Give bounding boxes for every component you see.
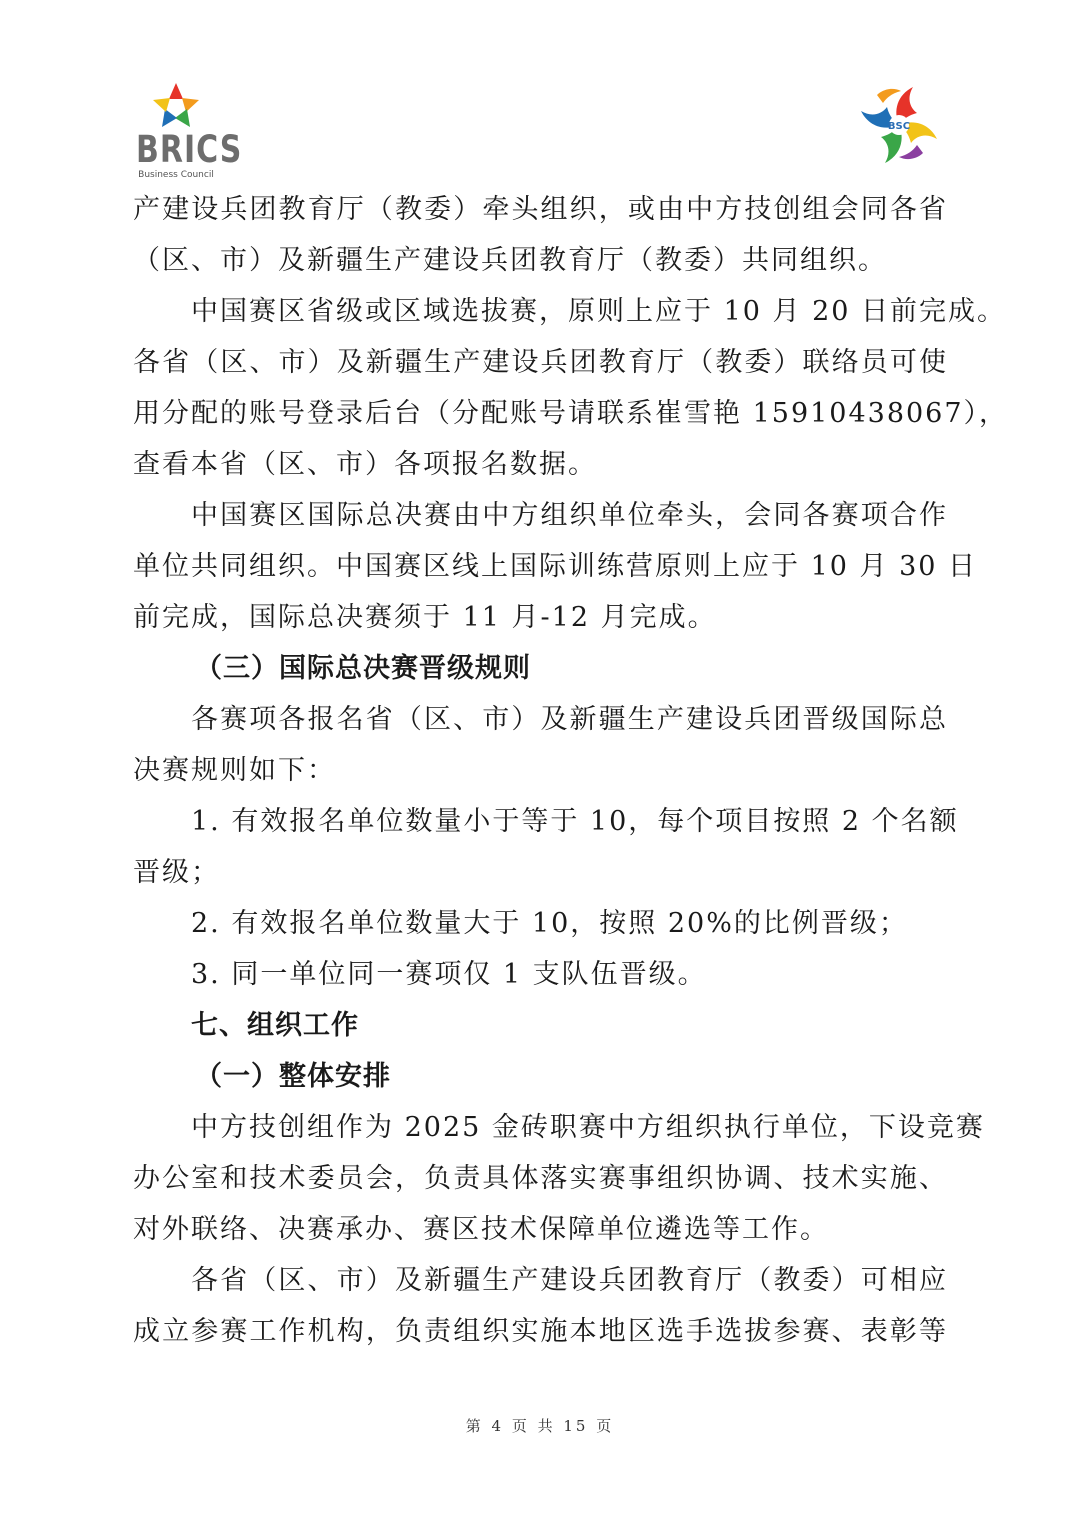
list-item: 3. 同一单位同一赛项仅 1 支队伍晋级。 — [191, 959, 707, 990]
paragraph-line: 决赛规则如下： — [133, 755, 336, 786]
pinwheel-emblem-icon — [856, 82, 942, 168]
paragraph-line: 各省（区、市）及新疆生产建设兵团教育厅（教委）联络员可使 — [133, 347, 948, 378]
page-number: 第 4 页 共 15 页 — [465, 1417, 615, 1435]
bsc-pinwheel-logo — [856, 82, 942, 168]
logo-subtitle: Business Council — [138, 170, 214, 180]
logo-wordmark: BRICS — [136, 128, 243, 172]
paragraph-line: 中方技创组作为 2025 金砖职赛中方组织执行单位，下设竞赛 — [191, 1112, 985, 1143]
section-heading: （三）国际总决赛晋级规则 — [195, 653, 531, 684]
list-item: 1. 有效报名单位数量小于等于 10，每个项目按照 2 个名额 — [191, 806, 959, 837]
paragraph-line: 成立参赛工作机构，负责组织实施本地区选手选拔参赛、表彰等 — [133, 1316, 948, 1347]
chapter-heading: 七、组织工作 — [191, 1010, 359, 1041]
paragraph-line: 产建设兵团教育厅（教委）牵头组织，或由中方技创组会同各省 — [133, 194, 948, 225]
paragraph-line: 查看本省（区、市）各项报名数据。 — [133, 449, 597, 480]
paragraph-line: 单位共同组织。中国赛区线上国际训练营原则上应于 10 月 30 日 — [133, 551, 978, 582]
star-emblem-icon — [150, 80, 202, 132]
paragraph-line: 前完成，国际总决赛须于 11 月-12 月完成。 — [133, 602, 717, 633]
paragraph-line: 办公室和技术委员会，负责具体落实赛事组织协调、技术实施、 — [133, 1163, 948, 1194]
brics-business-council-logo — [136, 80, 243, 180]
paragraph-line: （区、市）及新疆生产建设兵团教育厅（教委）共同组织。 — [133, 245, 887, 276]
paragraph-line: 中国赛区国际总决赛由中方组织单位牵头，会同各赛项合作 — [191, 500, 948, 531]
paragraph-line: 对外联络、决赛承办、赛区技术保障单位遴选等工作。 — [133, 1214, 829, 1245]
section-heading: （一）整体安排 — [195, 1061, 391, 1092]
paragraph-line: 各省（区、市）及新疆生产建设兵团教育厅（教委）可相应 — [191, 1265, 948, 1296]
paragraph-line: 中国赛区省级或区域选拔赛，原则上应于 10 月 20 日前完成。 — [191, 296, 1007, 327]
list-item-continuation: 晋级； — [133, 857, 220, 888]
paragraph-line: 各赛项各报名省（区、市）及新疆生产建设兵团晋级国际总 — [191, 704, 948, 735]
bsc-text: BSC — [887, 121, 911, 132]
paragraph-line: 用分配的账号登录后台（分配账号请联系崔雪艳 15910438067）， — [133, 398, 1009, 429]
list-item: 2. 有效报名单位数量大于 10，按照 20%的比例晋级； — [191, 908, 908, 939]
